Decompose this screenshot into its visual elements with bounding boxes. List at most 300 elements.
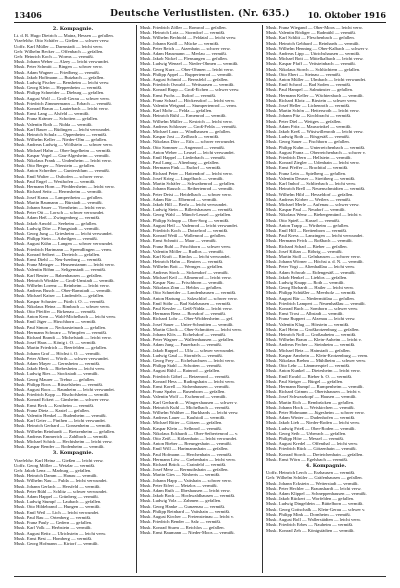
casualty-entry: Musk. Johann Pitz — Kirchbracht — vermißt. [266, 113, 352, 119]
casualty-entry: Musk. Ernst Wörn — Egelsbach — vermißt. [266, 456, 349, 462]
casualty-entry: Musk. Ludwig Ries — Stockstadt — vermißt. [14, 371, 99, 377]
casualty-entry: Musk. Franz Krämer — Schotten — gefallen. [14, 116, 99, 122]
casualty-entry: Musk. Franz Pauly — Gedern — gefallen. [14, 520, 93, 526]
casualty-entry: Musk. Wilhelm Keller — Nieder-Olm — gefallen. [14, 137, 108, 143]
casualty-entry: Musk. Anton Weber — Leusel — leicht verwundet. [140, 149, 235, 155]
casualty-entry: Musk. Friedrich Bender — Salz — vermißt. [140, 519, 222, 525]
text-column-3 [266, 25, 386, 573]
casualty-entry: Musk. Michael Kaiser — Lindenfels — gefallen. [14, 293, 105, 299]
casualty-entry: Musk. Josef Schwarzkopf — Hausen — vermißt. [266, 394, 357, 400]
casualty-entry: Musk. Andreas Körber — Weilers — vermißt. [266, 196, 352, 202]
casualty-entry: Musk. Jakob Rückert — Worfelden — gefallen. [266, 496, 355, 502]
casualty-entry: Musk. Emil Jäger — Hirschhorn — vermißt. [14, 319, 97, 325]
casualty-entry: Musk. Valentin Rödiger — Radmühl — vermißt. [266, 30, 356, 36]
casualty-entry: Musk. Johann Hock — Weiskirchen — vermißt. [266, 404, 355, 410]
casualty-entry: Gefr. Wilhelm Schüler — Gräfenhausen — gefallen. [266, 475, 363, 481]
casualty-entry: Musk. Josef Merz — Bermuthshain — gefallen. [140, 467, 229, 473]
casualty-entry: Musk. Anton Schreiber — Guntersblum — vermißt. [14, 168, 110, 174]
casualty-entry: Musk. Konrad Storck — Dreieichenhain — gefallen. [266, 451, 364, 457]
casualty-entry: Musk. Anton Bieber — Breungeshain — vermißt. [140, 441, 232, 447]
casualty-entry: Musk. Valentin Henkel — Budenheim — vermißt. [14, 413, 107, 419]
text-column-2 [140, 25, 258, 573]
casualty-entry: Musk. Nikolaus Brehm — Mühlheim — schwer verw. [266, 358, 367, 363]
casualty-entry: Musk. Adam Mayer — Gernsheim — vermißt. [14, 361, 101, 366]
casualty-entry: Musk. Martin Stoll — Gelnhausen — schwer verw. [266, 253, 361, 259]
casualty-entry: Musk. Franz Metzger — Heusenstamm — leicht verw. [14, 262, 115, 268]
casualty-entry: Musk. Ludwig Knapp — Roth — vermißt. [266, 279, 345, 285]
casualty-entry: Musk. Kaspar Jost — Zeilbach — vermißt. [140, 134, 220, 140]
casualty-entry: Lt. d. R. Hugo Dietrich — Mainz, Hessen — gefallen. [14, 33, 114, 39]
issue-date: 10. Oktober 1916 [307, 10, 386, 20]
casualty-entry: Musk. Jakob Lieb — Nieder-Roden — leicht verw. [266, 420, 361, 426]
casualty-entry: Musk. Friedrich Zimmermann — Erbach — vermißt. [14, 100, 112, 106]
text-column-1 [14, 25, 132, 573]
casualty-entry: Musk. Karl Gerhardt — Wingershausen — schwer v. [140, 399, 238, 405]
casualty-entry: Gefr. Heinrich Koch — Worms — vermißt. [14, 54, 94, 60]
casualty-entry: Musk. Heinrich Winkler — Groß-Umstadt — vermißt. [14, 277, 115, 283]
casualty-entry: Musk. Johann Klös — Eichelsdorf — vermißt. [140, 331, 226, 337]
casualty-entry: Musk. Nikolaus Frank — Undenheim — leicht verw. [14, 158, 112, 164]
casualty-entry: Musk. Adam Happel — Grünberg — vermißt. [14, 494, 99, 500]
casualty-entry: Musk. Wilhelm Braun — Klein-Auheim — leicht v. [266, 337, 362, 343]
column-divider [262, 25, 263, 573]
casualty-entry: Musk. Nikolaus Zinn — Heblos — gefallen. [140, 285, 222, 291]
casualty-entry: Musk. Ernst Korell — Sichenhausen — vermißt. [140, 384, 230, 390]
casualty-entry: Musk. Andreas Emmerich — Zahlbach — vermißt. [14, 433, 109, 439]
casualty-entry: Musk. Hermann Rumpf — Rumpenheim — vermißt. [266, 384, 364, 390]
casualty-entry: Musk. Richard Klotz — Birstein — schwer verw. [266, 97, 358, 103]
casualty-entry: Musk. Johann Happ — Vaitshain — schwer verw. [140, 477, 232, 483]
casualty-entry: Musk. Paul Hampel — Salmünster — gefallen. [266, 87, 354, 93]
casualty-entry: Musk. Adam Schwab — Eidengesäß — vermißt. [266, 269, 356, 275]
casualty-entry: Musk. Anton Müller — Ulmbach — leicht verwundet. [266, 77, 367, 83]
casualty-entry: Musk. Andreas Schlosser — Groß-Felda — vermißt. [140, 123, 237, 129]
casualty-entry: Musk. Philipp Stahl — Schotten — vermißt. [140, 363, 222, 369]
casualty-entry: Musk. Kaspar Paul — Neudorf — vermißt. [266, 207, 346, 213]
casualty-entry: Musk. Johann Weber — Alzey — leicht verwundet. [14, 59, 110, 65]
casualty-entry: Musk. Adam Hausmann — Merlau — vermißt. [140, 51, 228, 57]
page-number: 13406 [14, 10, 42, 20]
casualty-entry: Musk. Otto Pfeiffer — Birkenau — vermißt. [14, 308, 97, 314]
casualty-entry: Musk. Otto Hildebrand — Hungen — vermißt. [14, 504, 101, 510]
casualty-entry: Musk. Philipp Schupp — Ober-Sorg — vermißt. [140, 217, 230, 223]
casualty-entry: Musk. Otto Berger — Nierstein — gefallen. [14, 163, 96, 169]
casualty-entry: Musk. Philipp Stein — Arheilgen — vermißt. [14, 236, 98, 242]
casualty-entry: Musk. Heinrich Hahn — Reuters — vermißt. [140, 259, 224, 265]
casualty-entry: Musk. Peter Ott — Lorsch — schwer verwundet. [14, 210, 105, 216]
casualty-entry: Musk. Jakob Bock — Hochwaldhausen — vermißt. [140, 493, 236, 499]
casualty-entry: Vizefeldw. Otto Schäfer — Gießen — schwer verw. [14, 38, 110, 44]
casualty-entry: Musk. August Kühn — Langen — schwer verwundet. [14, 241, 114, 247]
casualty-entry: Musk. Emil Happel — Liederbach — vermißt. [140, 155, 226, 161]
casualty-entry: Musk. Ludwig Frieß — Ober-Roden — vermißt. [266, 425, 356, 431]
casualty-entry: Musk. Martin Gies — Nösberts — vermißt. [140, 472, 221, 478]
casualty-entry: Musk. Georg Jung — Griesheim — leicht verwundet. [14, 230, 113, 236]
casualty-entry: Musk. Richard Lohr — Ober-Widdersheim — gef. [140, 316, 234, 322]
casualty-entry: Musk. Ludwig Wenzel — Nieder-Ohmen — vermißt. [140, 61, 239, 67]
casualty-entry: Musk. August Rühl — Rainrod — gefallen. [140, 368, 221, 374]
casualty-entry: Musk. August Reitz — Ulrichstein — leicht verw. [14, 530, 107, 536]
casualty-entry: Musk. Karl Bauer — Büdingen — leicht verwundet. [14, 126, 111, 132]
casualty-entry: Musk. Michael Schick — Hechtsheim — leicht verw. [14, 439, 113, 445]
casualty-entry: Musk. Adam Fritz — Mauswinkel — vermißt. [266, 123, 352, 129]
casualty-entry: Musk. Georg Gottschalk — Klein-Gerau — schwer v. [266, 506, 366, 512]
casualty-entry: Musk. Friedrich Göbel — Betzenrod — vermißt. [140, 373, 231, 379]
casualty-entry: Musk. Georg Sauer — Fischborn — gefallen. [266, 139, 350, 145]
casualty-entry: Musk. Jakob Arnold — Seeheim — gefallen. [14, 220, 97, 226]
casualty-entry: Musk. Michael Merle — Aufenau — schwer verw. [266, 201, 360, 207]
casualty-entry: Musk. Josef Krieg — Lingelbach — vermißt. [140, 175, 224, 181]
casualty-entry: Musk. Johann Eckstein — Weiterstadt — vermißt. [266, 480, 359, 486]
casualty-entry: Musk. Peter Hechler — Braunshardt — leicht verw. [266, 485, 362, 491]
casualty-entry: Musk. Peter Eifert — Metzlos — vermißt. [140, 482, 218, 488]
casualty-entry: Musk. Friedrich Oswald — Wettsaasen — vermißt. [140, 82, 235, 88]
casualty-entry: Musk. Anton Hartung — Salzschlirf — schwer verw. [140, 295, 238, 301]
casualty-entry: Musk. Martin Eich — Rembrücken — gefallen. [266, 399, 355, 405]
casualty-entry: Musk. Konrad Hess — Rudingshain — leicht verw. [140, 378, 236, 384]
casualty-entry: Musk. Richard Brück — Crainfeld — vermißt. [140, 462, 227, 468]
casualty-entry: Musk. Hermann Fink — Eudorf — vermißt. [140, 165, 222, 171]
casualty-entry: Musk. Wilhelm Henning — Ober-Kalbach — schwer v. [266, 45, 369, 51]
casualty-entry: Musk. Paul Kessler — Geiß-Nidda — leicht verw. [140, 305, 233, 311]
casualty-entry: Musk. Konrad Ziegler — Udenhain — leicht verw. [266, 160, 360, 166]
casualty-entry: Musk. Georg Frey — Eichelsachsen — leicht verw. [140, 358, 235, 363]
casualty-entry: Musk. Karl Geier — Finthen — leicht verwundet. [14, 418, 106, 424]
casualty-entry: Musk. Friedrich Kopp — Bischofsheim — vermißt. [14, 392, 110, 398]
casualty-entry: Musk. Konrad Rupp — Groß-Eichen — schwer verw. [140, 87, 240, 93]
casualty-entry: Musk. Philipp Schüßler — Meerholz — vermißt. [266, 290, 357, 296]
casualty-entry: Musk. Wilhelm Reinhardt — Bretzenheim — gefallen. [14, 428, 116, 434]
casualty-entry: Musk. Peter Vogt — Altenhaßlau — leicht verw. [266, 264, 356, 270]
casualty-entry: Musk. Ludwig Dingeldein — Büttelborn — vermißt. [266, 501, 364, 507]
casualty-entry: Musk. Otto Zeiß — Kölzenhain — leicht verwundet. [140, 436, 238, 442]
casualty-entry: Musk. Jakob Henkel — Lieblos — gefallen. [266, 274, 348, 280]
casualty-entry: Musk. Peter Rühl — Schlitz — schwer verwundet. [14, 488, 108, 494]
casualty-entry: Musk. Michael Bott — Mittelkalbach — leicht verw. [266, 56, 364, 62]
casualty-entry: Musk. Valentin Böhm — Seligenstadt — vermißt. [14, 267, 107, 273]
casualty-entry: Musk. Hermann Feick — Roßbach — vermißt. [266, 238, 353, 244]
casualty-entry: Musk. Franz Ruhl — Frischborn — schwer verw. [140, 243, 232, 249]
casualty-entry: Musk. Emil Schrod — Bad Soden — vermißt. [266, 82, 352, 88]
casualty-entry: Musk. Paul Engel — Westhofen — vermißt. [14, 178, 96, 184]
casualty-entry: Musk. Friedrich Erbes — Nauheim — vermißt. [266, 522, 354, 528]
casualty-entry: Musk. Otto Schneider — Landenhausen — vermißt. [140, 290, 237, 296]
casualty-entry: Musk. Heinrich Kuhl — Michelbach — vermißt. [140, 404, 231, 410]
casualty-entry: Musk. Kaspar Vogel — Gau-Algesheim — vermißt. [14, 152, 110, 158]
section-heading: 3. Kompagnie. [52, 450, 94, 457]
casualty-entry: Musk. Konrad Zeh — Königstädten — vermißt. [266, 527, 355, 533]
casualty-entry: Musk. Jakob Nickel — Flensungen — gefallen. [140, 56, 228, 62]
casualty-entry: Musk. August Heil — Vadenrod — leicht verwundet. [140, 222, 239, 228]
casualty-entry: Musk. Philipp Kuhn — Unterreichenbach — vermißt. [266, 144, 366, 150]
casualty-entry: Musk. Martin Schäfer — Schwabenrod — gefallen. [140, 181, 236, 187]
casualty-entry: Musk. Franz Wiegand — Ober-Moos — leicht verw. [266, 25, 363, 30]
casualty-entry: Gefr. Wilhelm Becker — Offenbach — gefallen. [14, 48, 104, 54]
casualty-entry: Musk. Ludwig Stein — Billertshausen — vermißt. [140, 207, 234, 213]
casualty-entry: Musk. Valentin Roth — Nidda — vermißt. [14, 121, 93, 127]
casualty-entry: Musk. Paul Lang — Altenburg — gefallen. [140, 160, 220, 166]
casualty-entry: Musk. Andreas Lipp — Uttrichshausen — vermißt. [266, 51, 361, 57]
casualty-entry: Musk. Peter Schmitt — Bingen — schwer verw. [14, 64, 103, 70]
casualty-entry: Musk. Wilhelm Bechtold — Feldatal — leicht verw. [140, 35, 237, 41]
casualty-entry: Musk. Hermann Horn — Pfeddersheim — leicht verw. [14, 184, 115, 190]
newspaper-page [14, 8, 386, 580]
casualty-entry: Musk. Ludwig Dörr — Pfungstadt — vermißt. [14, 225, 100, 231]
casualty-entry: Musk. August Wolf — Groß-Gerau — schwer verw. [14, 95, 111, 101]
casualty-entry: Musk. Ernst Best — Homberg — vermißt. [14, 535, 93, 541]
casualty-entry: Musk. Jakob Hoffmann — Butzbach — gefallen. [14, 74, 105, 80]
casualty-entry: Vizefeldw. Karl Heinz — Gießen — leicht verw. [14, 457, 104, 463]
casualty-entry: Musk. Heinrich Brell — Neuenschmidten — vermißt. [266, 186, 366, 192]
casualty-entry: Musk. Philipp Hörr — Messel — vermißt. [266, 436, 345, 442]
casualty-entry: Musk. Friedrich Lampert — Neuenhaßlau — vermißt. [266, 300, 366, 306]
casualty-entry: Musk. Valentin Möller — Rudlos — vermißt. [140, 248, 224, 254]
casualty-entry: Musk. Richard Grimm — Obertshausen — leicht v. [266, 389, 362, 395]
casualty-entry: Musk. Valentin Klug — Hörstein — vermißt. [266, 321, 350, 327]
casualty-entry: Musk. Kaspar Bender — Bodenheim — vermißt. [14, 444, 105, 450]
casualty-entry: Musk. Adam Wagner — Friedberg — vermißt. [14, 69, 100, 75]
section-heading: 4. Kompagnie. [305, 463, 347, 470]
casualty-entry: Musk. Johann Gerlach — Hersfeld — vermißt. [14, 483, 101, 489]
casualty-entry: Musk. Adam Klippel — Schneppenhausen — vermißt. [266, 491, 367, 497]
casualty-entry: Musk. Ernst Baumann — Nieder-Moos — vermißt. [140, 529, 235, 535]
casualty-entry: Musk. Josef Kraus — Lampertheim — gefallen. [14, 194, 103, 200]
casualty-entry: Musk. Franz Ruppert — Alzenau — leicht verw. [266, 316, 356, 322]
casualty-entry: Musk. Peter Reich — Atzenhain — schwer verw. [140, 45, 231, 51]
casualty-entry: Musk. Emil Ewald — Bieber b. O. — vermißt. [266, 373, 353, 379]
casualty-entry: Musk. Emil Walter — Osthofen — schwer verw. [14, 173, 104, 179]
casualty-entry: Musk. Franz Lein — Spielberg — gefallen. [266, 170, 347, 176]
casualty-entry: Musk. Peter Wagner — Wallernhausen — gefallen. [140, 337, 235, 343]
casualty-entry: Musk. Nikolaus Storch — Schlüchtern — gefallen. [266, 66, 361, 72]
casualty-entry: Musk. Richard Brandt — Michelstadt — leicht verw. [14, 334, 112, 340]
casualty-entry: Musk. Ernst Trost — Albstadt — vermißt. [266, 311, 344, 317]
casualty-entry: Musk. Friedrich Rück — Götzenhain — vermißt. [266, 446, 357, 452]
footer-rule [14, 576, 386, 577]
casualty-entry: Musk. Michael Ritter — Götzen — gefallen. [140, 420, 223, 426]
casualty-entry: Musk. Wilhelm Hild — Hesseldorf — gefallen. [266, 191, 354, 197]
casualty-entry: Musk. Ernst Diehl — Neu-Isenburg — vermißt. [14, 256, 103, 262]
casualty-entry: Musk. Ernst Beck — Kostheim — vermißt. [14, 402, 95, 408]
casualty-entry: Musk. Adam Winter — Dudenhofen — vermißt. [266, 415, 356, 421]
casualty-entry: Musk. Kaspar Pfaff — Veitsteinbach — vermißt. [266, 61, 356, 67]
casualty-entry: Musk. Franz Schaaf — Höckersdorf — leicht verw. [140, 97, 235, 103]
casualty-entry: Musk. Paul Rau — Ortenberg — vermißt. [14, 514, 92, 520]
casualty-entry: Musk. Anton Trapp — Wirtheim — gefallen. [266, 222, 349, 228]
casualty-entry: Musk. Nikolaus Heinz — Rimbach — schwer verw. [14, 303, 111, 309]
casualty-entry: Musk. Heinrich Noll — Großauheim — vermißt. [266, 331, 357, 337]
casualty-entry: Musk. Andreas Lauer — Kaulstoß — vermißt. [140, 415, 226, 421]
casualty-entry: Musk. Karl Reuter — Babenhausen — gefallen. [14, 272, 103, 278]
casualty-entry: Musk. Otto Lehr — Lämmerspiel — vermißt. [266, 363, 351, 369]
casualty-entry: Musk. Jakob Hill — Berfa — leicht verwundet. [140, 201, 228, 207]
casualty-entry: Musk. Josef Sauer — Unter-Schmitten — vermißt. [140, 321, 234, 327]
casualty-entry: Uoffz. Georg Möller — Wetzlar — vermißt. [14, 462, 96, 468]
casualty-entry: Musk. Georg Klein — Heppenheim — vermißt. [14, 85, 103, 91]
casualty-entry: Musk. Wilhelm Lorenz — Reinheim — leicht verw. [14, 282, 110, 288]
casualty-entry: Musk. Paul Hofmann — Herchenhain — vermißt. [140, 451, 233, 457]
casualty-entry: Musk. Valentin Wolf — Eschenrod — vermißt. [140, 394, 227, 400]
casualty-entry: Musk. Heinrich Lotz — Storndorf — vermißt. [140, 30, 226, 36]
casualty-entry: Musk. Hermann Benz — Borsdorf — vermißt. [140, 311, 226, 317]
casualty-entry: Musk. Georg Hanke — Gunzenau — vermißt. [140, 503, 226, 509]
casualty-entry: Musk. Michael Keil — Allmenrod — leicht verw. [140, 274, 232, 280]
casualty-entry: Musk. Nikolaus Wenz — Biebergemünd — leicht v. [266, 212, 362, 218]
casualty-entry: Musk. Josef Haas — König i. O. — vermißt. [14, 340, 97, 346]
casualty-entry: Musk. August Kredel — Offenthal — leicht verw. [266, 441, 359, 447]
casualty-entry: Musk. August Boll — Wallerstädten — leicht verw. [266, 517, 362, 523]
casualty-entry: Musk. Johann Knöll — Mücke — vermißt. [140, 40, 220, 46]
casualty-entry: Musk. Kaspar Amrhein — Klein-Krotzenburg — verm. [266, 352, 369, 358]
casualty-entry: Musk. Valentin Weigand — Stumpertenrod — verm. [140, 103, 237, 109]
casualty-entry: Musk. Martin Glock — Ober-Schmitten — leicht verw. [140, 326, 243, 332]
casualty-entry: Musk. Georg Kurz — Ober-Ohmen — leicht verw. [140, 66, 234, 72]
casualty-entry: Musk. Michael Laux — Windhausen — gefallen. [140, 129, 231, 135]
casualty-entry: Musk. Johann Graf — Höchst i. O. — vermißt. [14, 350, 101, 356]
casualty-entry: Musk. Emil Hill — Breitenborn — vermißt. [266, 227, 348, 233]
casualty-entry: Musk. Hermann Keller — Wächtersbach — vermißt. [266, 92, 364, 98]
casualty-entry: Musk. Karl Schlitt — Fleschenbach — gefallen. [266, 35, 355, 41]
casualty-entry: Musk. Georg Ehrhardt — Hailer — leicht verw. [266, 285, 355, 291]
casualty-entry: Musk. Karl Heim — Großkrotzenburg — gefallen. [266, 326, 360, 332]
casualty-entry: Musk. Martin Friedrich — Beerfelden — gefallen. [14, 345, 108, 351]
casualty-entry: Musk. Konrad Sturm — Reichlos — gefallen. [140, 524, 225, 530]
casualty-entry: Musk. Otto Ebert — Steinau — vermißt. [266, 71, 342, 77]
casualty-entry: Musk. Adam Ruth — Ilbeshausen — leicht verw. [140, 488, 231, 494]
casualty-entry: Musk. Wilhelm Walther — Burkhards — leicht verw. [140, 410, 239, 416]
casualty-entry: Musk. Martin Schön — Hettersroth — leicht verw. [266, 108, 360, 114]
casualty-entry: Musk. Andreas Busch — Ober-Ramstadt — vermißt. [14, 288, 112, 294]
casualty-entry: Musk. Philipp Appel — Ruppertenrod — vermißt. [140, 71, 233, 77]
casualty-entry: Musk. Heinrich Damm — Hanau — vermißt. [14, 473, 98, 479]
casualty-entry: Musk. Konrad Buch — Somborn — schwer verw. [266, 305, 359, 311]
casualty-entry: Musk. Anton Kunkel — Dietesheim — leicht verw. [266, 368, 361, 374]
casualty-entry: Musk. Konrad Weiß — Wallenrod — gefallen. [140, 233, 226, 239]
casualty-entry: Gefr. Jakob Lenz — Marburg — gefallen. [14, 468, 92, 474]
casualty-entry: Musk. Philipp Schneider — Dieburg — gefallen. [14, 90, 105, 96]
casualty-entry: Musk. Karl Mohr — Felda — gefallen. [140, 108, 213, 114]
casualty-entry: Musk. Peter Deist — Heidelbach — schwer verw. [140, 191, 232, 197]
casualty-entry: Musk. Adam Bär — Elbenrod — vermißt. [140, 196, 218, 202]
casualty-entry: Musk. Andreas Fecher — Steinheim — vermißt. [266, 342, 356, 348]
casualty-entry: Musk. Ludwig Roth — Bösgesäß — vermißt. [266, 134, 350, 140]
casualty-entry: Musk. Heinrich Gebhard — Reinhards — vermißt. [266, 40, 360, 46]
casualty-entry: Musk. Konrad Seibert — Dreieich — gefallen. [14, 251, 101, 257]
casualty-entry: Musk. Otto Sommer — Angenrod — vermißt. [140, 144, 225, 150]
casualty-entry: Musk. August Kircher — Freiensteinau — leicht v. [140, 514, 234, 520]
casualty-entry: Musk. Friedrich Dern — Hellstein — vermißt. [266, 155, 352, 161]
casualty-entry: Musk. Peter Diel — Wettges — gefallen. [266, 118, 342, 124]
casualty-entry: Musk. Emil Stöhr — Bad Salzhausen — vermißt. [140, 300, 232, 306]
casualty-entry: Musk. Emil Weil — Lich — leicht verwundet. [14, 509, 100, 515]
casualty-entry: Musk. Ludwig Stumpf — Laubach — gefallen. [14, 499, 102, 505]
casualty-entry: Musk. Jakob Heck — Biebesheim — leicht verw. [14, 366, 106, 372]
casualty-entry: Musk. Ernst Fuchs — Ilsdorf — vermißt. [140, 92, 217, 98]
casualty-entry: Musk. Ernst Lang — Alsfeld — vermißt. [14, 111, 90, 117]
casualty-entry: Musk. Heinrich Gerhard — Gonsenheim — vermißt. [14, 423, 112, 429]
casualty-entry: Musk. Josef Kilian — Röhrig — vermißt. [266, 248, 343, 254]
casualty-entry: Musk. Karl Kraft — Rimlos — leicht verwundet. [140, 253, 231, 259]
page-header [14, 8, 386, 22]
casualty-entry: Musk. Karl Imhof — Schlierbach — leicht verw. [266, 181, 357, 187]
casualty-entry: Musk. Kaspar Klein — Sellnrod — vermißt. [140, 425, 222, 431]
section-heading: 2. Kompagnie. [52, 26, 94, 32]
casualty-entry: Musk. Ernst Pfeffer — Brachttal — vermißt. [266, 165, 349, 171]
publication-title: Deutsche Verlustlisten. (Nr. 635.) [110, 9, 290, 19]
casualty-entry: Musk. Ludwig Fischer — Bensheim — leicht verw. [14, 80, 110, 86]
casualty-entry: Musk. Philipp Mink — Dornheim — vermißt. [266, 511, 351, 517]
casualty-entry: Musk. Franz Spahn — Busenborn — gefallen. [140, 389, 226, 395]
casualty-entry: Musk. Nikolaus Dörr — Eifa — schwer verwundet. [140, 139, 236, 145]
casualty-entry: Musk. Wilhelm Bott — Wernges — gefallen. [140, 264, 224, 270]
casualty-entry: Musk. Adam Jung — Fauerbach — vermißt. [140, 342, 222, 348]
casualty-entry: Uoffz. Heinrich Lerch — Erzhausen — vermißt. [266, 470, 356, 476]
casualty-entry: Musk. Paul Simon — Neckarsteinach — gefallen. [14, 324, 107, 330]
casualty-entry: Musk. Kaspar Schuster — Fürth i. O. — vermißt. [14, 298, 106, 304]
casualty-entry: Musk. Johann Wörner — Höchst a. d. N. — vermißt. [266, 259, 364, 265]
casualty-entry: Musk. Michael Betz — Hainstadt — gefallen. [266, 347, 351, 353]
casualty-entry: Musk. Richard Schad — Bieber — gefallen. [266, 243, 348, 249]
casualty-entry: Musk. Andreas Ludwig — Wöllstein — schwer verw. [14, 142, 114, 148]
casualty-entry: Musk. Hermann Löw — Grebenhain — leicht verw. [140, 456, 237, 462]
casualty-entry: Musk. Friedrich Hartmann — Sprendlingen — verm. [14, 246, 112, 252]
casualty-entry: Musk. Philipp Roos — Rüsselsheim — vermißt. [14, 381, 104, 387]
casualty-entry: Musk. Paul Kress — Lanzingen — leicht verwundet. [266, 233, 364, 239]
casualty-entry: Musk. August Franz — Oberreichenbach — schwer v. [266, 149, 366, 155]
casualty-entry: Musk. Konrad Braun — Lauterbach — leicht verw. [14, 106, 109, 112]
casualty-entry: Musk. Ernst Schmitt — Maar — vermißt. [140, 238, 217, 244]
casualty-entry: Musk. August Bär — Niedermittlau — gefallen. [266, 295, 355, 301]
casualty-entry: Musk. Georg Wahl — Münch-Leusel — gefallen. [140, 212, 232, 218]
casualty-entry: Musk. Johann Sauer — Viernheim — leicht verw. [14, 204, 106, 210]
casualty-entry: Musk. Peter Hohmann — Jügesheim — schwer verw. [266, 410, 365, 416]
casualty-entry: Uoffz. Karl Müller — Darmstadt — leicht verw. [14, 43, 104, 49]
casualty-entry: Musk. Kaspar Nau — Frischborn — vermißt. [140, 279, 224, 285]
casualty-entry: Musk. Philipp Reinhard — Vaitshain — vermißt. [140, 508, 231, 514]
casualty-entry: Musk. Ludwig Gaul — Stornfels — vermißt. [140, 352, 223, 358]
casualty-entry: Musk. Josef Heller — Lichenroth — vermißt. [266, 103, 351, 109]
casualty-entry: Musk. Michael Hahn — Ober-Ingelheim — vermißt. [14, 147, 112, 153]
casualty-entry: Musk. Jakob Kreß — Wüstwillenroth — leicht verw. [266, 129, 364, 135]
casualty-entry: Musk. Wilhelm Müller — Kestrich — leicht verw. [140, 118, 233, 124]
casualty-entry: Musk. Richard Peter — Hattendorf — leicht verw. [140, 170, 233, 176]
casualty-entry: Musk. Friedrich Koch — Dotzelrod — vermißt. [140, 227, 229, 233]
casualty-entry: Musk. Martin Baumann — Bürstadt — vermißt. [14, 199, 103, 205]
casualty-entry: Musk. Valentin Deuser — Streitberg — vermißt. [266, 175, 356, 181]
casualty-entry: Musk. Hermann Schwarz — Wimpfen — vermißt. [14, 329, 108, 335]
casualty-entry: Musk. Peter Albert — Wörth — schwer verwundet. [14, 355, 109, 361]
casualty-entry: Musk. Georg Maurer — Trebur — gefallen. [14, 376, 95, 382]
casualty-entry: Musk. Adam Heß — Zwingenberg — vermißt. [14, 215, 101, 221]
casualty-entry: Musk. Friedrich Zöller — Romrod — gefallen. [140, 25, 227, 30]
casualty-entry: Musk. Emil Will — Hartmannshain — gefallen. [140, 446, 229, 452]
casualty-entry: Musk. Heinrich Rühl — Ermenrod — vermißt. [140, 113, 227, 119]
casualty-entry: Musk. Otto Spieß — Kassel — vermißt. [266, 217, 341, 223]
casualty-entry: Musk. Andreas Stock — Sickendorf — vermißt. [140, 269, 229, 275]
casualty-entry: Musk. Richard Seitz — Herrnsheim — vermißt. [14, 189, 103, 195]
casualty-entry: Musk. Georg Seib — Urberach — gefallen. [266, 430, 347, 436]
casualty-entry: Musk. Jakob Ruppel — Ulfa — schwer verwundet. [140, 347, 235, 353]
header-rule [14, 22, 386, 23]
casualty-entry: Musk. Johann Rausch — Reibertenrod — vermißt. [140, 186, 234, 192]
column-divider [136, 25, 137, 573]
casualty-entry: Musk. Wilhelm Nau — Fulda — leicht verwundet. [14, 478, 108, 484]
casualty-entry: Musk. Ludwig Volz — Zahmen — gefallen. [140, 498, 222, 504]
casualty-entry: Musk. Paul Steiger — Bürgel — gefallen. [266, 378, 344, 384]
casualty-entry: Musk. Georg Hofmann — Kirtorf — vermißt. [14, 540, 99, 546]
casualty-entry: Musk. Konrad Eckert — Ginsheim — schwer verw. [14, 397, 110, 403]
casualty-entry: Musk. Anton Kern — Wald-Michelbach — leicht verw. [14, 314, 117, 320]
